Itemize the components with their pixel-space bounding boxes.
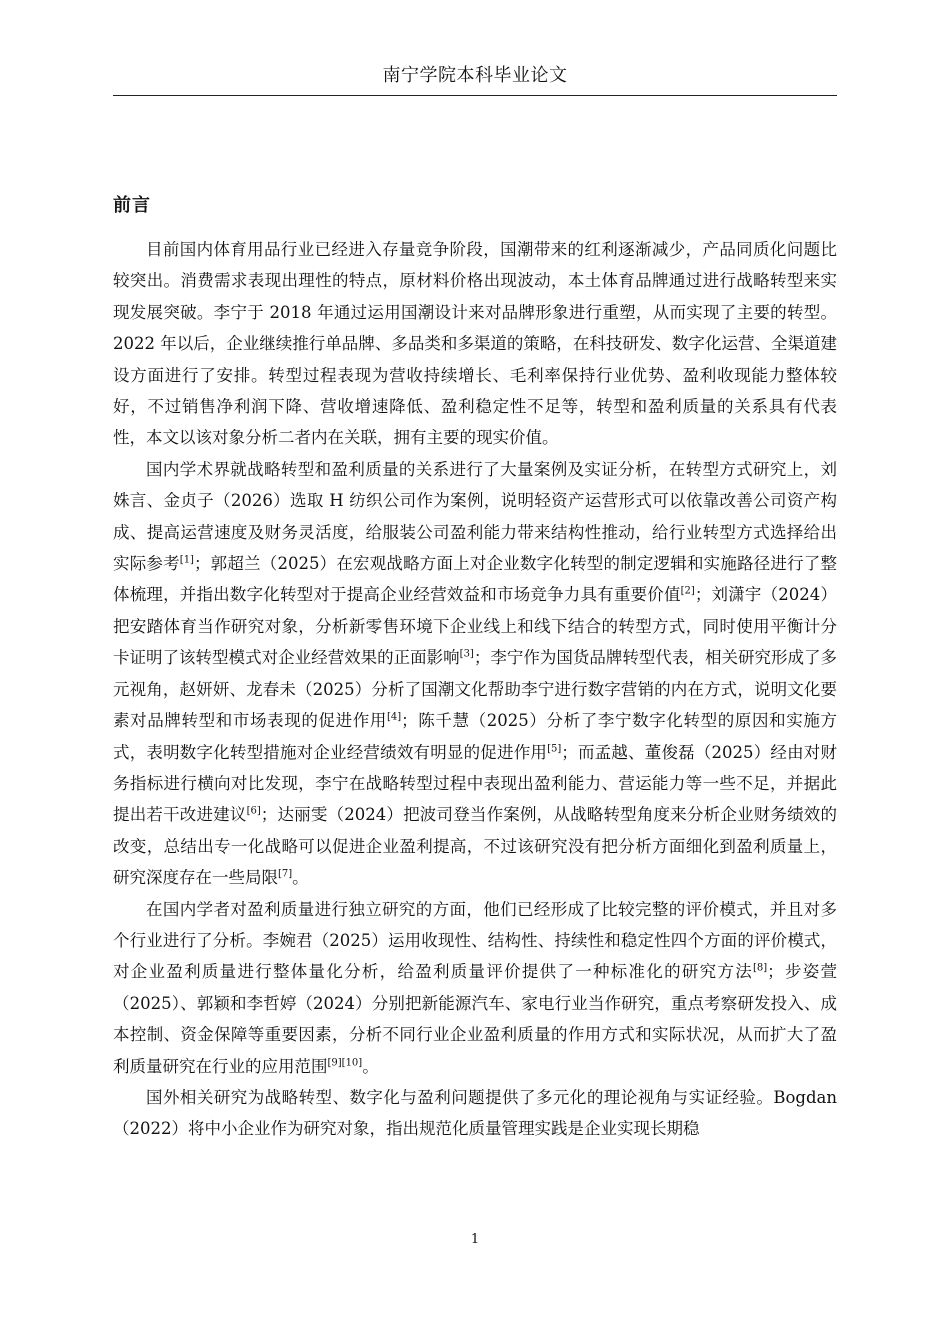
- citation-marker: [2]: [680, 585, 695, 597]
- citation-marker: [3]: [459, 648, 474, 660]
- citation-marker: [5]: [547, 743, 562, 754]
- paragraph-1: 目前国内体育用品行业已经进入存量竞争阶段，国潮带来的红利逐渐减少，产品同质化问题比较突出。消费需求表现出理性的特点，原材料价格出现波动，本土体育品牌通过进行战略转型来实现发展突破。李宁于 2018 年通过运用国潮设计来对品牌形象进行重塑，从而实现了主要的转型。2022 年以后，企业继续推行单品牌、多品类和多渠道的策略，在科技研发、数字化运营、全渠道建设方面进行了安排。转型过程表现为营收持续增长、毛利率保持行业优势、盈利收现能力整体较好，不过销售净利润下降、营收增速降低、盈利稳定性不足等，转型和盈利质量的关系具有代表性，本文以该对象分析二者内在关联，拥有主要的现实价值。: [113, 240, 837, 448]
- main-content: [113, 190, 837, 1145]
- paragraph-3: 在国内学者对盈利质量进行独立研究的方面，他们已经形成了比较完整的评价模式，并且对多个行业进行了分析。李婉君（2025）运用收现性、结构性、持续性和稳定性四个方面的评价模式，对企业盈利质量进行整体量化分析，给盈利质量评价提供了一种标准化的研究方法[8]；步姿萱（2025）、郭颖和李哲婷（2024）分别把新能源汽车、家电行业当作研究，重点考察研发投入、成本控制、资金保障等重要因素，分析不同行业企业盈利质量的作用方式和实际状况，从而扩大了盈利质量研究在行业的应用范围[9][10]。: [113, 899, 838, 1076]
- section-title: 前言: [113, 195, 151, 216]
- paragraph-4: 国外相关研究为战略转型、数字化与盈利问题提供了多元化的理论视角与实证经验。Bogdan（2022）将中小企业作为研究对象，指出规范化质量管理实践是企业实现长期稳: [113, 1087, 837, 1139]
- citation-marker: [10]: [341, 1057, 363, 1069]
- header-title: 南宁学院本科毕业论文: [382, 65, 568, 86]
- paragraph-2: 国内学术界就战略转型和盈利质量的关系进行了大量案例及实证分析，在转型方式研究上，刘姝言、金贞子（2026）选取 H 纺织公司作为案例，说明轻资产运营形式可以依靠改善公司资产构成、提高运营速度及财务灵活度，给服装公司盈利能力带来结构性推动，给行业转型方式选择给出实际参考[1]；郭超兰（2025）在宏观战略方面上对企业数字化转型的制定逻辑和实施路径进行了整体梳理，并指出数字化转型对于提高企业经营效益和市场竞争力具有重要价值[2]；刘潇宇（2024）把安踏体育当作研究对象，分析新零售环境下企业线上和线下结合的转型方式，同时使用平衡计分卡证明了该转型模式对企业经营效果的正面影响[3]；李宁作为国货品牌转型代表，相关研究形成了多元视角，赵妍妍、龙春未（2025）分析了国潮文化帮助李宁进行数字营销的内在方式，说明文化要素对品牌转型和市场表现的促进作用[4]；陈千慧（2025）分析了李宁数字化转型的原因和实施方式，表明数字化转型措施对企业经营绩效有明显的促进作用[5]；而孟越、董俊磊（2025）经由对财务指标进行横向对比发现，李宁在战略转型过程中表现出盈利能力、营运能力等一些不足，并据此提出若干改进建议[6]；达丽雯（2024）把波司登当作案例，从战略转型角度来分析企业财务绩效的改变，总结出专一化战略可以促进企业盈利提高，不过该研究没有把分析方面细化到盈利质量上，研究深度存在一些局限[7]。: [113, 459, 838, 888]
- page-number: 1: [470, 1232, 480, 1247]
- citation-marker: [4]: [386, 711, 402, 723]
- running-header: [113, 62, 837, 96]
- citation-marker: [9]: [327, 1057, 342, 1069]
- citation-marker: [6]: [246, 805, 261, 817]
- citation-marker: [7]: [278, 868, 293, 880]
- citation-marker: [1]: [179, 554, 194, 566]
- citation-marker: [8]: [753, 962, 768, 974]
